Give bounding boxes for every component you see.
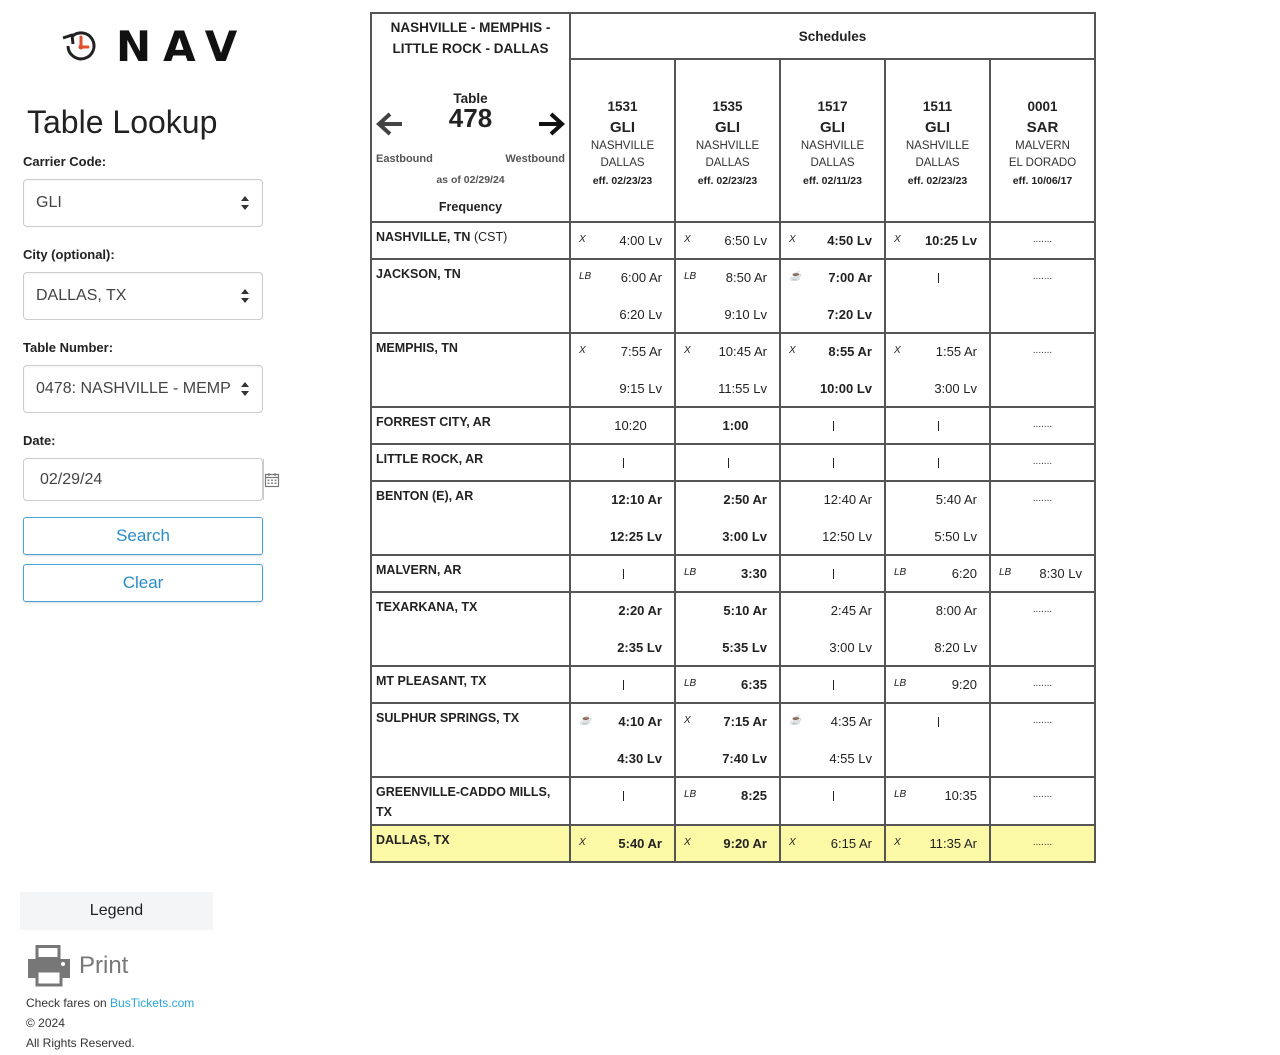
time-value: 2:35 Lv — [617, 640, 662, 655]
date-picker — [23, 458, 263, 501]
time-cell — [675, 481, 780, 555]
time-cell — [675, 259, 780, 333]
schedule-eff: eff. 02/11/23 — [803, 175, 862, 187]
no-stop-bar — [728, 458, 730, 468]
no-stop-bar — [623, 458, 625, 468]
stop-city — [371, 777, 570, 825]
schedule-to: EL DORADO — [1008, 157, 1077, 169]
print-button[interactable] — [25, 945, 128, 987]
service-code: X — [684, 345, 691, 356]
service-code: X — [579, 234, 586, 245]
time-value: 2:50 Ar — [723, 492, 767, 507]
time-value: 4:10 Ar — [618, 714, 662, 729]
time-cell — [885, 703, 990, 777]
time-value: 12:25 Lv — [609, 529, 662, 544]
schedule-eff: eff. 10/06/17 — [1012, 175, 1073, 187]
select-caret-icon — [240, 289, 250, 303]
schedule-from: MALVERN — [1015, 140, 1070, 152]
time-cell — [570, 703, 675, 777]
prev-table-arrow-icon[interactable] — [376, 111, 404, 137]
time-cell — [780, 481, 885, 555]
stop-city-name: DALLAS, TX — [376, 833, 450, 847]
time-cell — [780, 407, 885, 444]
time-value: 7:55 Ar — [620, 344, 662, 359]
table-number-select[interactable] — [23, 365, 263, 413]
service-code: X — [894, 837, 901, 848]
stop-city — [371, 222, 570, 259]
table-number-label: Table Number: — [23, 340, 114, 355]
time-cell — [780, 703, 885, 777]
time-cell — [885, 481, 990, 555]
no-service-dots: ....... — [1032, 271, 1053, 282]
time-value: 3:00 Lv — [934, 381, 977, 396]
schedule-header-2 — [780, 59, 885, 222]
time-cell — [780, 444, 885, 481]
time-value: 11:55 Lv — [718, 381, 767, 396]
time-value: 12:40 Ar — [823, 492, 872, 507]
time-cell — [885, 825, 990, 862]
printer-icon — [25, 945, 73, 987]
stop-city-name: JACKSON, TN — [376, 267, 461, 281]
stop-city-name: MT PLEASANT, TX — [376, 674, 487, 688]
stop-city-name: SULPHUR SPRINGS, TX — [376, 711, 520, 725]
no-service-dots: ....... — [1032, 456, 1053, 467]
service-code: LB — [894, 678, 907, 689]
service-code: X — [684, 837, 691, 848]
carrier-label: Carrier Code: — [23, 154, 107, 169]
stop-city — [371, 825, 570, 862]
westbound-label[interactable]: Westbound — [505, 153, 565, 165]
service-code: LB — [684, 567, 697, 578]
time-cell — [885, 444, 990, 481]
time-value: 7:40 Lv — [722, 751, 767, 766]
time-cell — [885, 333, 990, 407]
time-value: 6:20 — [951, 566, 977, 581]
stop-row — [371, 555, 1095, 592]
time-cell — [570, 481, 675, 555]
stop-row — [371, 444, 1095, 481]
time-cell — [780, 259, 885, 333]
service-code: X — [789, 234, 796, 245]
no-stop-bar — [938, 421, 940, 431]
schedule-carrier: GLI — [820, 119, 845, 136]
schedule-number: 1535 — [712, 99, 743, 114]
service-code: ☕ — [789, 271, 802, 282]
schedule-carrier: GLI — [925, 119, 950, 136]
time-cell — [675, 592, 780, 666]
time-cell — [885, 259, 990, 333]
service-code: ☕ — [579, 715, 592, 726]
service-code: LB — [684, 271, 697, 282]
no-service-dots: ....... — [1032, 837, 1053, 848]
time-value: 7:00 Ar — [828, 270, 872, 285]
time-value: 9:20 Ar — [723, 836, 767, 851]
time-value: 7:20 Lv — [827, 307, 872, 322]
bustickets-link[interactable]: BusTickets.com — [110, 996, 195, 1010]
service-code: ☕ — [789, 715, 802, 726]
schedule-from: NASHVILLE — [695, 140, 760, 152]
service-code: LB — [684, 789, 697, 800]
stop-city-name: GREENVILLE-CADDO MILLS, TX — [376, 785, 551, 819]
no-stop-bar — [938, 273, 940, 283]
time-cell — [990, 592, 1095, 666]
time-value: 2:20 Ar — [618, 603, 662, 618]
eastbound-label[interactable]: Eastbound — [376, 153, 433, 165]
time-value: 4:55 Lv — [829, 751, 872, 766]
time-cell — [570, 333, 675, 407]
no-stop-bar — [623, 569, 625, 579]
stop-city — [371, 444, 570, 481]
time-cell — [990, 825, 1095, 862]
no-stop-bar — [833, 791, 835, 801]
service-code: X — [894, 345, 901, 356]
calendar-button[interactable] — [263, 459, 280, 500]
time-value: 9:15 Lv — [619, 381, 662, 396]
time-value: 9:10 Lv — [724, 307, 767, 322]
service-code: LB — [684, 678, 697, 689]
time-cell — [675, 777, 780, 825]
time-cell — [885, 407, 990, 444]
table-number: 478 — [448, 103, 493, 133]
select-caret-icon — [240, 196, 250, 210]
time-value: 5:50 Lv — [934, 529, 977, 544]
stop-city-name: FORREST CITY, AR — [376, 415, 491, 429]
no-service-dots: ....... — [1032, 789, 1053, 800]
time-value: 10:35 — [944, 788, 977, 803]
as-of-date: as of 02/29/24 — [436, 174, 505, 186]
time-cell — [570, 259, 675, 333]
service-code: LB — [894, 567, 907, 578]
stop-city — [371, 333, 570, 407]
schedule-to: DALLAS — [705, 157, 750, 169]
select-caret-icon — [240, 382, 250, 396]
stop-row — [371, 666, 1095, 703]
legend-button[interactable]: Legend — [20, 892, 213, 930]
time-value: 5:10 Ar — [723, 603, 767, 618]
footer-fares-text: Check fares on — [26, 996, 111, 1010]
stop-city — [371, 481, 570, 555]
time-cell — [885, 222, 990, 259]
time-cell — [990, 222, 1095, 259]
schedule-carrier: GLI — [610, 119, 635, 136]
date-label: Date: — [23, 433, 56, 448]
schedule-number: 1517 — [817, 99, 848, 114]
time-cell — [675, 222, 780, 259]
no-service-dots: ....... — [1032, 604, 1053, 615]
route-title — [371, 13, 570, 59]
service-code: X — [789, 345, 796, 356]
time-value: 5:35 Lv — [722, 640, 767, 655]
stop-city-name: BENTON (E), AR — [376, 489, 474, 503]
carrier-select-value: GLI — [36, 194, 62, 211]
clock-history-icon — [58, 24, 102, 68]
footer-fares — [26, 996, 194, 1010]
stop-city — [371, 666, 570, 703]
service-code: X — [579, 345, 586, 356]
time-cell — [780, 555, 885, 592]
time-value: 9:20 — [951, 677, 977, 692]
schedule-carrier: GLI — [715, 119, 740, 136]
time-value: 1:00 — [722, 418, 749, 433]
copyright: © 2024 — [26, 1016, 65, 1030]
schedule-to: DALLAS — [810, 157, 855, 169]
time-value: 8:25 — [740, 788, 767, 803]
time-cell — [885, 666, 990, 703]
time-value: 4:30 Lv — [617, 751, 662, 766]
schedule-header-0 — [570, 59, 675, 222]
schedule-from: NASHVILLE — [590, 140, 655, 152]
schedule-to: DALLAS — [600, 157, 645, 169]
page-title: Table Lookup — [27, 104, 218, 140]
time-cell — [780, 666, 885, 703]
service-code: LB — [894, 789, 907, 800]
time-cell — [990, 444, 1095, 481]
time-value: 8:55 Ar — [828, 344, 872, 359]
stop-city — [371, 555, 570, 592]
calendar-icon — [264, 472, 280, 488]
time-value: 2:45 Ar — [830, 603, 872, 618]
no-stop-bar — [833, 458, 835, 468]
time-value: 10:45 Ar — [718, 344, 767, 359]
time-value: 8:00 Ar — [935, 603, 977, 618]
time-cell — [885, 555, 990, 592]
time-cell — [990, 666, 1095, 703]
carrier-select[interactable] — [23, 179, 263, 227]
no-stop-bar — [833, 680, 835, 690]
no-stop-bar — [938, 458, 940, 468]
print-label: Print — [79, 952, 129, 979]
time-value: 12:10 Ar — [611, 492, 662, 507]
stop-row — [371, 703, 1095, 777]
time-cell — [675, 703, 780, 777]
time-value: 4:00 Lv — [619, 233, 662, 248]
no-service-dots: ....... — [1032, 678, 1053, 689]
stop-row — [371, 259, 1095, 333]
time-cell — [675, 333, 780, 407]
time-value: 6:50 Lv — [724, 233, 767, 248]
time-cell — [570, 666, 675, 703]
stop-row — [371, 407, 1095, 444]
stop-row — [371, 825, 1095, 862]
time-cell — [570, 825, 675, 862]
no-service-dots: ....... — [1032, 715, 1053, 726]
date-input[interactable] — [24, 459, 263, 500]
stop-city — [371, 592, 570, 666]
time-cell — [990, 481, 1095, 555]
stop-city-name: MEMPHIS, TN — [376, 341, 458, 355]
time-cell — [675, 825, 780, 862]
time-value: 5:40 Ar — [618, 836, 662, 851]
stop-city — [371, 259, 570, 333]
time-cell — [780, 825, 885, 862]
time-cell — [570, 777, 675, 825]
time-cell — [780, 222, 885, 259]
time-value: 12:50 Lv — [822, 529, 872, 544]
time-cell — [990, 407, 1095, 444]
time-cell — [570, 555, 675, 592]
time-value: 8:20 Lv — [934, 640, 977, 655]
time-value: 11:35 Ar — [929, 836, 977, 851]
rights-reserved: All Rights Reserved. — [26, 1036, 135, 1050]
route-title-line1: NASHVILLE - MEMPHIS - — [390, 20, 551, 35]
clear-button[interactable]: Clear — [23, 564, 263, 602]
schedule-carrier: SAR — [1026, 119, 1059, 136]
brand-logo[interactable] — [58, 21, 250, 71]
time-value: 6:35 — [740, 677, 767, 692]
time-cell — [675, 444, 780, 481]
schedule-number: 1531 — [607, 99, 638, 114]
brand-name: NAV — [116, 21, 250, 71]
time-value: 6:15 Ar — [830, 836, 872, 851]
stop-timezone: (CST) — [473, 230, 508, 244]
time-cell — [675, 555, 780, 592]
city-label: City (optional): — [23, 247, 115, 262]
service-code: X — [894, 234, 901, 245]
route-title-line2: LITTLE ROCK - DALLAS — [392, 41, 549, 56]
time-cell — [990, 777, 1095, 825]
no-service-dots: ....... — [1032, 345, 1053, 356]
city-select[interactable] — [23, 272, 263, 320]
schedule-eff: eff. 02/23/23 — [907, 175, 968, 187]
time-cell — [780, 777, 885, 825]
table-info-cell — [371, 59, 570, 222]
schedule-eff: eff. 02/23/23 — [697, 175, 758, 187]
schedule-from: NASHVILLE — [905, 140, 970, 152]
stop-city-name: MALVERN, AR — [376, 563, 462, 577]
service-code: X — [789, 837, 796, 848]
time-cell — [990, 703, 1095, 777]
service-code: LB — [999, 567, 1012, 578]
time-cell — [570, 592, 675, 666]
time-cell — [885, 777, 990, 825]
schedule-header-1 — [675, 59, 780, 222]
time-cell — [885, 592, 990, 666]
schedule-number: 0001 — [1027, 99, 1058, 114]
no-stop-bar — [833, 421, 835, 431]
table-number-value: 0478: NASHVILLE - MEMP — [36, 380, 231, 397]
time-cell — [570, 222, 675, 259]
stop-city-name: TEXARKANA, TX — [376, 600, 478, 614]
stop-row — [371, 592, 1095, 666]
timetable — [370, 12, 1096, 863]
no-service-dots: ....... — [1032, 419, 1053, 430]
stop-row — [371, 777, 1095, 825]
stop-city — [371, 407, 570, 444]
schedule-from: NASHVILLE — [800, 140, 865, 152]
service-code: LB — [579, 271, 592, 282]
time-cell — [570, 444, 675, 481]
stop-city-name: NASHVILLE, TN — [376, 230, 471, 244]
stop-city-name: LITTLE ROCK, AR — [376, 452, 484, 466]
schedule-number: 1511 — [922, 99, 953, 114]
time-value: 1:55 Ar — [935, 344, 977, 359]
stop-row — [371, 222, 1095, 259]
time-value: 8:50 Ar — [725, 270, 767, 285]
time-value: 3:00 Lv — [829, 640, 872, 655]
city-select-value: DALLAS, TX — [36, 287, 127, 304]
schedule-header-4 — [990, 59, 1095, 222]
service-code: X — [579, 837, 586, 848]
time-value: 8:30 Lv — [1039, 566, 1082, 581]
time-value: 6:20 Lv — [619, 307, 662, 322]
time-cell — [780, 333, 885, 407]
time-cell — [780, 592, 885, 666]
time-value: 10:20 — [614, 418, 647, 433]
stop-row — [371, 333, 1095, 407]
schedule-eff: eff. 02/23/23 — [592, 175, 653, 187]
time-cell — [675, 407, 780, 444]
no-service-dots: ....... — [1032, 234, 1053, 245]
time-cell — [570, 407, 675, 444]
next-table-arrow-icon[interactable] — [537, 111, 565, 137]
time-value: 3:30 — [740, 566, 767, 581]
time-value: 4:35 Ar — [830, 714, 872, 729]
table-label: Table — [453, 91, 488, 106]
time-value: 6:00 Ar — [620, 270, 662, 285]
search-button[interactable]: Search — [23, 517, 263, 555]
schedule-header-3 — [885, 59, 990, 222]
time-value: 7:15 Ar — [723, 714, 767, 729]
frequency-label: Frequency — [438, 200, 503, 214]
no-stop-bar — [623, 680, 625, 690]
no-stop-bar — [623, 791, 625, 801]
time-cell — [990, 555, 1095, 592]
no-stop-bar — [833, 569, 835, 579]
time-value: 10:00 Lv — [819, 381, 872, 396]
time-value: 10:25 Lv — [924, 233, 977, 248]
time-value: 3:00 Lv — [722, 529, 767, 544]
stop-city — [371, 703, 570, 777]
time-cell — [990, 259, 1095, 333]
no-service-dots: ....... — [1032, 493, 1053, 504]
time-cell — [675, 666, 780, 703]
time-value: 5:40 Ar — [935, 492, 977, 507]
stop-row — [371, 481, 1095, 555]
time-cell — [990, 333, 1095, 407]
schedules-header: Schedules — [570, 13, 1095, 59]
service-code: X — [684, 234, 691, 245]
service-code: X — [684, 715, 691, 726]
no-stop-bar — [938, 717, 940, 727]
time-value: 4:50 Lv — [827, 233, 872, 248]
schedule-to: DALLAS — [915, 157, 960, 169]
